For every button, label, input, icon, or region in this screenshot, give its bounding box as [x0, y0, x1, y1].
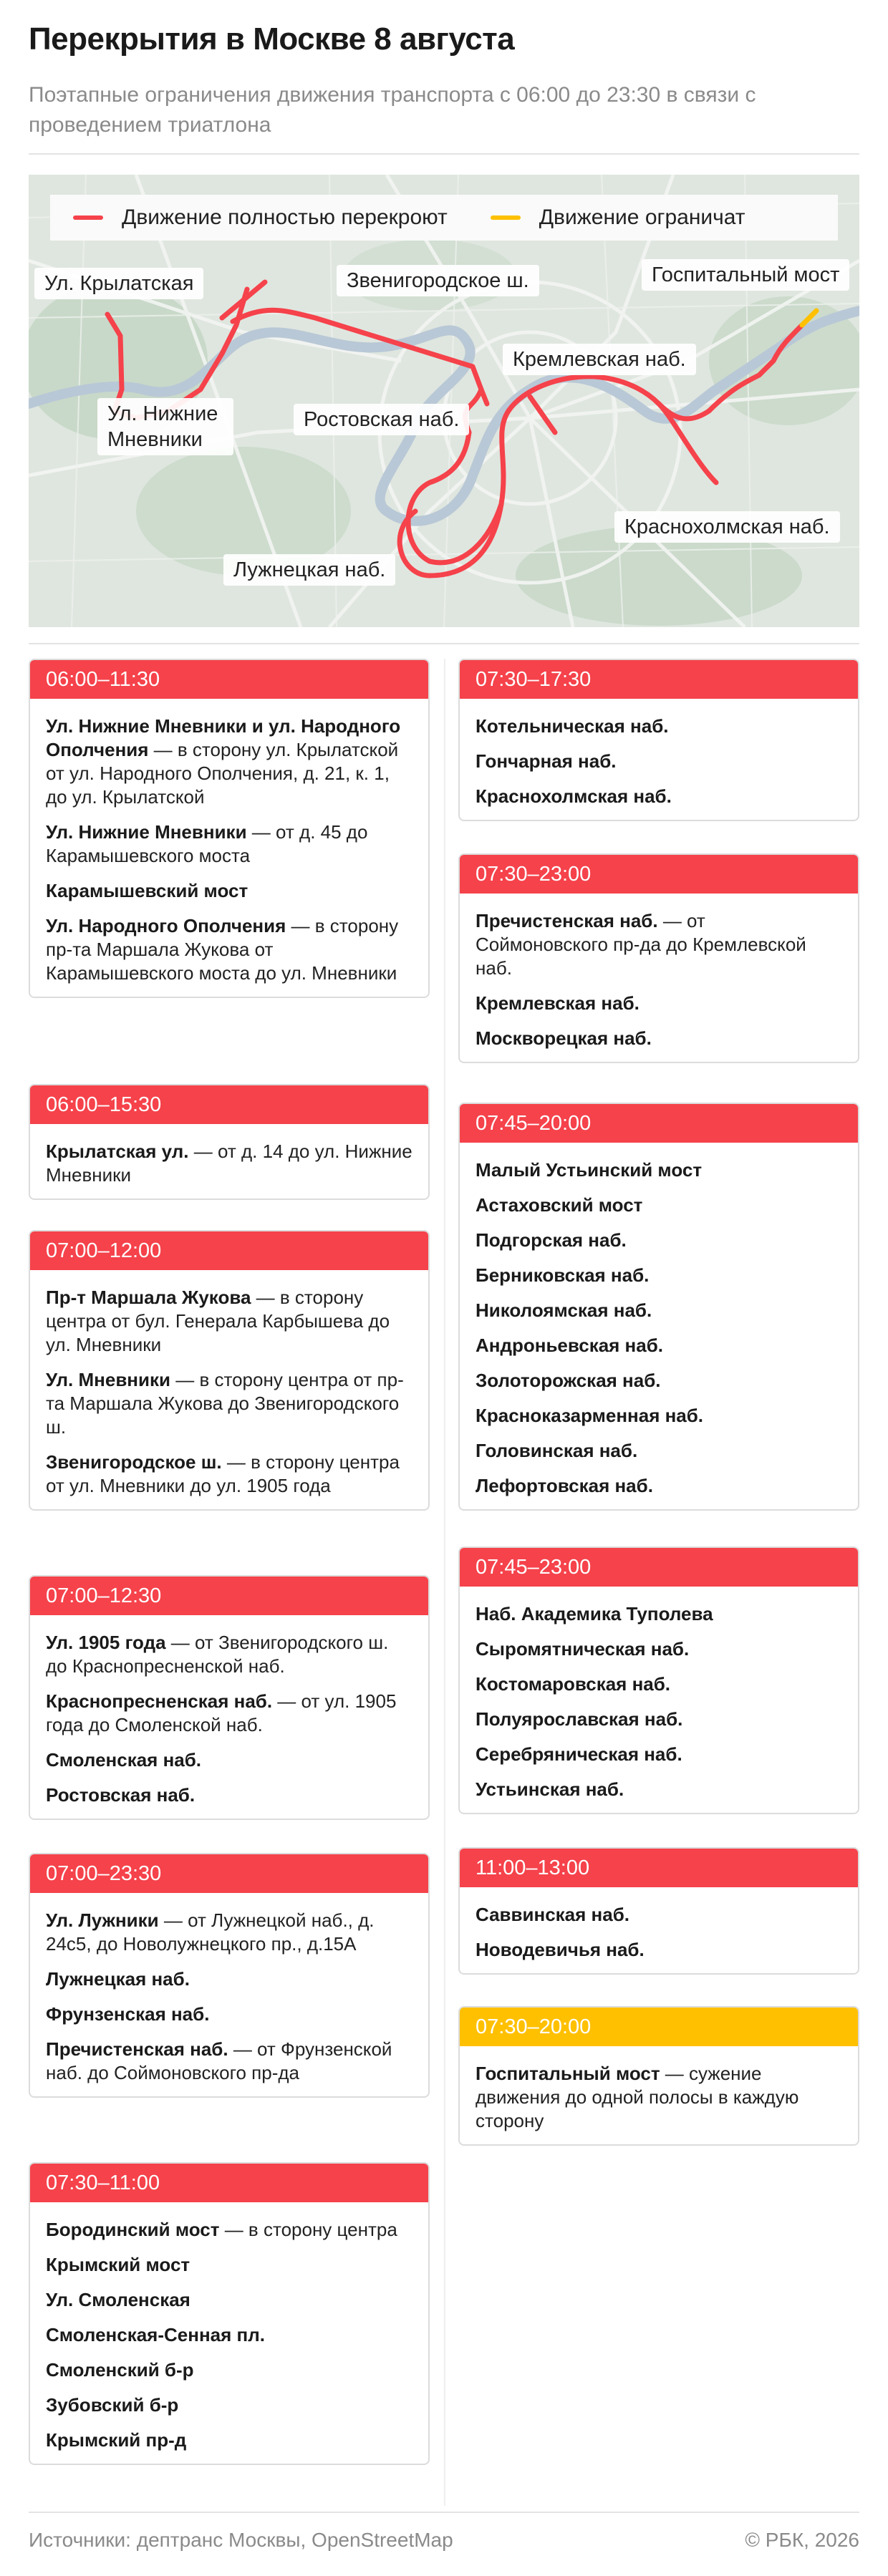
- card-body: [460, 1887, 858, 1973]
- page-subtitle: Поэтапные ограничения движения транспорта с 06:00 до 23:30 в связи с проведением триатлона: [29, 83, 756, 137]
- street-entry: [46, 2253, 412, 2277]
- closures-map[interactable]: [29, 175, 859, 627]
- street-entry: [46, 2003, 412, 2026]
- street-entry: [46, 1967, 412, 1991]
- street-name: Сыромятническая наб.: [476, 1638, 690, 1660]
- street-entry: [476, 1637, 842, 1661]
- street-entry: [476, 992, 842, 1015]
- map-label-krasnokholmskaya: Краснохолмская наб.: [614, 511, 840, 543]
- street-entry: [46, 1909, 412, 1956]
- card-body: [30, 699, 428, 997]
- street-description: — от ул. 1905 года до Смоленской наб.: [46, 1690, 397, 1735]
- street-entry: [476, 1743, 842, 1766]
- card-time-header: 07:45–23:00: [460, 1548, 858, 1587]
- street-name: Головинская наб.: [476, 1440, 638, 1461]
- card-body: [30, 1615, 428, 1819]
- map-divider: [29, 643, 859, 644]
- street-entry: [476, 2062, 842, 2133]
- street-entry: [476, 1778, 842, 1801]
- street-name: Фрунзенская наб.: [46, 2003, 210, 2025]
- street-entry: [46, 1286, 412, 1357]
- street-entry: [46, 2218, 412, 2242]
- street-entry: [476, 1672, 842, 1696]
- street-name: Краснохолмская наб.: [476, 785, 672, 807]
- street-entry: [476, 1938, 842, 1962]
- street-entry: [46, 2323, 412, 2347]
- street-name: Берниковская наб.: [476, 1264, 650, 1286]
- street-description: — в сторону пр-та Маршала Жукова от Карамышевского моста до ул. Мневники: [46, 915, 399, 984]
- card-body: [30, 1270, 428, 1509]
- street-entry: [476, 1193, 842, 1217]
- street-name: Николоямская наб.: [476, 1299, 652, 1321]
- card-body: [460, 894, 858, 1062]
- street-name: Ростовская наб.: [46, 1784, 196, 1806]
- street-entry: [476, 1903, 842, 1927]
- street-entry: [476, 1439, 842, 1463]
- street-name: Саввинская наб.: [476, 1904, 629, 1925]
- card-body: [30, 2202, 428, 2464]
- street-description: — от Фрунзенской наб. до Соймоновского пр-да: [46, 2038, 392, 2083]
- route-krylatskaya: [107, 314, 122, 411]
- street-entry: [476, 1602, 842, 1626]
- right-card-1: [458, 853, 859, 1063]
- street-name: Котельническая наб.: [476, 715, 669, 737]
- right-card-0: [458, 659, 859, 821]
- street-entry: [476, 1299, 842, 1322]
- left-card-1: [29, 1084, 430, 1200]
- street-name: Ул. Народного Ополчения: [46, 915, 286, 936]
- street-description: — от д. 14 до ул. Нижние Мневники: [46, 1141, 412, 1186]
- left-card-5: [29, 2162, 430, 2465]
- street-entry: [476, 1158, 842, 1182]
- street-name: Ул. Смоленская: [46, 2289, 190, 2310]
- street-name: Пр-т Маршала Жукова: [46, 1287, 251, 1308]
- street-description: — в сторону центра: [219, 2219, 397, 2240]
- street-name: Ул. Нижние Мневники и ул. Народного Ополчения: [46, 715, 401, 760]
- street-entry: [46, 2393, 412, 2417]
- card-body: [30, 1124, 428, 1199]
- page-title: Перекрытия в Москве 8 августа: [29, 21, 515, 57]
- map-label-nizhnie: Ул. Нижние Мневники: [97, 398, 233, 455]
- street-name: Наб. Академика Туполева: [476, 1603, 713, 1624]
- street-entry: [476, 1404, 842, 1428]
- street-entry: [46, 2429, 412, 2452]
- street-entry: [46, 1690, 412, 1737]
- legend-item-restricted: [491, 205, 745, 230]
- street-name: Гончарная наб.: [476, 750, 617, 772]
- card-time-header: 07:00–12:00: [30, 1231, 428, 1270]
- street-name: Бородинский мост: [46, 2219, 220, 2240]
- street-name: Смоленская наб.: [46, 1749, 202, 1771]
- map-label-kremlevskaya: Кремлевская наб.: [503, 344, 696, 375]
- route-rostovskaya-link: [481, 389, 487, 404]
- street-description: — от Звенигородского ш. до Краснопресненской наб.: [46, 1632, 389, 1677]
- street-name: Малый Устьинский мост: [476, 1159, 703, 1181]
- street-entry: [476, 750, 842, 773]
- street-description: — в сторону центра от бул. Генерала Карбышева до ул. Мневники: [46, 1287, 390, 1355]
- legend-label-restricted: Движение ограничат: [539, 205, 745, 229]
- street-name: Ул. 1905 года: [46, 1632, 166, 1653]
- street-entry: [46, 879, 412, 903]
- street-name: Смоленский б-р: [46, 2359, 194, 2381]
- left-card-3: [29, 1575, 430, 1820]
- legend-label-closed: Движение полностью перекроют: [122, 205, 448, 229]
- street-entry: [476, 715, 842, 738]
- street-description: — от Лужнецкой наб., д. 24с5, до Новолужнецкого пр., д.15А: [46, 1909, 375, 1955]
- route-moskvoretskaya: [659, 404, 716, 483]
- card-time-header: 11:00–13:00: [460, 1849, 858, 1887]
- street-entry: [46, 1748, 412, 1772]
- street-name: Полуярославская наб.: [476, 1708, 683, 1730]
- street-name: Пречистенская наб.: [476, 910, 658, 931]
- street-entry: [476, 1474, 842, 1498]
- street-entry: [476, 909, 842, 980]
- street-name: Устьинская наб.: [476, 1778, 624, 1800]
- card-body: [460, 2046, 858, 2144]
- street-name: Карамышевский мост: [46, 880, 248, 901]
- street-name: Зубовский б-р: [46, 2394, 179, 2416]
- street-name: Ул. Нижние Мневники: [46, 821, 247, 843]
- street-name: Лефортовская наб.: [476, 1475, 653, 1496]
- card-time-header: 06:00–11:30: [30, 660, 428, 699]
- street-entry: [46, 914, 412, 985]
- footer-divider: [29, 2512, 859, 2513]
- card-time-header: 06:00–15:30: [30, 1085, 428, 1124]
- street-entry: [476, 1229, 842, 1252]
- street-name: Астаховский мост: [476, 1194, 643, 1216]
- card-time-header: 07:30–17:30: [460, 660, 858, 699]
- street-entry: [46, 1783, 412, 1807]
- street-description: — в сторону центра от пр-та Маршала Жукова до Звенигородского ш.: [46, 1369, 404, 1438]
- street-name: Краснопресненская наб.: [46, 1690, 273, 1712]
- street-name: Звенигородское ш.: [46, 1451, 222, 1473]
- map-label-krylatskaya: Ул. Крылатская: [34, 268, 203, 299]
- route-kremlin-bridge: [530, 397, 555, 432]
- street-name: Серебряническая наб.: [476, 1743, 682, 1765]
- card-time-header: 07:45–20:00: [460, 1104, 858, 1143]
- street-entry: [476, 1369, 842, 1393]
- street-description: — от д. 45 до Карамышевского моста: [46, 821, 368, 866]
- street-entry: [46, 1631, 412, 1678]
- street-entry: [476, 785, 842, 808]
- card-time-header: 07:00–12:30: [30, 1577, 428, 1615]
- street-name: Пречистенская наб.: [46, 2038, 228, 2060]
- right-card-5: [458, 2006, 859, 2146]
- left-card-4: [29, 1853, 430, 2098]
- route-rostovskaya: [408, 432, 469, 561]
- map-label-gospitalny: Госпитальный мост: [642, 259, 849, 291]
- header-divider: [29, 153, 859, 155]
- street-entry: [46, 2358, 412, 2382]
- route-zvenigorodskoe: [233, 310, 481, 389]
- street-entry: [476, 1334, 842, 1357]
- street-name: Золоторожская наб.: [476, 1370, 661, 1391]
- street-name: Крымский пр-д: [46, 2429, 187, 2451]
- street-entry: [46, 1368, 412, 1439]
- column-divider: [444, 659, 445, 2506]
- street-entry: [46, 715, 412, 809]
- street-description: — сужение движения до одной полосы в каждую сторону: [476, 2063, 799, 2131]
- left-card-0: [29, 659, 430, 998]
- left-card-2: [29, 1230, 430, 1511]
- street-name: Лужнецкая наб.: [46, 1968, 190, 1990]
- street-entry: [46, 820, 412, 868]
- footer-source: Источники: дептранс Москвы, OpenStreetMap: [29, 2529, 453, 2551]
- legend-item-closed: [73, 205, 448, 230]
- street-entry: [476, 1027, 842, 1050]
- street-entry: [46, 2038, 412, 2085]
- street-name: Красноказарменная наб.: [476, 1405, 704, 1426]
- street-name: Кремлевская наб.: [476, 992, 640, 1014]
- street-name: Подгорская наб.: [476, 1229, 627, 1251]
- card-body: [30, 1893, 428, 2096]
- map-legend: [50, 195, 838, 241]
- street-name: Госпитальный мост: [476, 2063, 660, 2084]
- card-body: [460, 1587, 858, 1813]
- street-entry: [46, 1140, 412, 1187]
- route-gospitalny-bridge: [802, 311, 816, 325]
- street-description: — в сторону центра от ул. Мневники до ул. 1905 года: [46, 1451, 400, 1496]
- street-entry: [476, 1264, 842, 1287]
- card-body: [460, 1143, 858, 1509]
- street-name: Крымский мост: [46, 2254, 190, 2275]
- street-name: Андроньевская наб.: [476, 1335, 664, 1356]
- map-label-rostovskaya: Ростовская наб.: [294, 404, 469, 435]
- street-name: Ул. Лужники: [46, 1909, 159, 1931]
- street-entry: [46, 2288, 412, 2312]
- street-name: Костомаровская наб.: [476, 1673, 671, 1695]
- street-description: — в сторону ул. Крылатской от ул. Народного Ополчения, д. 21, к. 1, до ул. Крылатской: [46, 739, 399, 808]
- route-yauza-east: [709, 325, 802, 411]
- card-time-header: 07:30–20:00: [460, 2008, 858, 2046]
- card-time-header: 07:00–23:30: [30, 1854, 428, 1893]
- street-name: Новодевичья наб.: [476, 1939, 645, 1960]
- footer-copyright: © РБК, 2026: [745, 2529, 859, 2551]
- card-time-header: 07:30–11:00: [30, 2164, 428, 2202]
- card-time-header: 07:30–23:00: [460, 855, 858, 894]
- street-description: — от Соймоновского пр-да до Кремлевской наб.: [476, 910, 806, 979]
- street-name: Ул. Мневники: [46, 1369, 170, 1390]
- map-label-zvenigorodskoe: Звенигородское ш.: [337, 265, 539, 296]
- street-name: Смоленская-Сенная пл.: [46, 2324, 265, 2345]
- right-card-3: [458, 1546, 859, 1814]
- right-card-4: [458, 1847, 859, 1975]
- map-label-luzhnetskaya: Лужнецкая наб.: [223, 554, 395, 586]
- street-name: Москворецкая наб.: [476, 1027, 652, 1049]
- right-card-2: [458, 1103, 859, 1511]
- street-entry: [46, 1451, 412, 1498]
- legend-red-swatch: [73, 216, 103, 220]
- card-body: [460, 699, 858, 820]
- street-entry: [476, 1708, 842, 1731]
- street-name: Крылатская ул.: [46, 1141, 189, 1162]
- legend-yellow-swatch: [491, 216, 521, 220]
